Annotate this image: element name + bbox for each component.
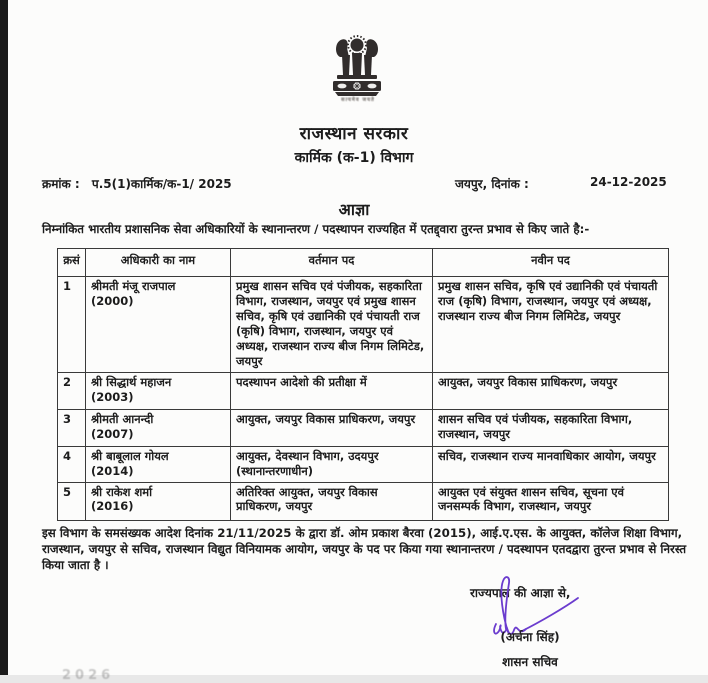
- cell-new-post: प्रमुख शासन सचिव, कृषि एवं उद्यानिकी एवं पंचायती राज (कृषि) विभाग, राजस्थान, जयपुर एवं अध्यक्ष, राजस्थान राज्य बीज निगम लिमिटेड, जयपुर: [433, 277, 669, 373]
- cell-officer-name: [86, 446, 231, 482]
- bottom-cutoff-text: 2026: [62, 668, 115, 683]
- reference-number: प.5(1)कार्मिक/क-1/ 2025: [91, 177, 232, 191]
- emblem-motto: सत्यमेव जयते: [341, 97, 375, 103]
- ashoka-emblem-icon: [330, 35, 384, 97]
- intro-paragraph: निम्नांकित भारतीय प्रशासनिक सेवा अधिकारियों के स्थानान्तरण / पदस्थापन राज्यहित में एतद्द्वारा तुरन्त प्रभाव से किए जाते है:-: [42, 222, 590, 236]
- reference-label: क्रमांक :: [42, 177, 80, 191]
- cell-officer-name: [86, 372, 231, 409]
- table-row: [58, 446, 669, 482]
- cell-new-post: आयुक्त एवं संयुक्त शासन सचिव, सूचना एवं जनसम्पर्क विभाग, राजस्थान, जयपुर: [433, 482, 669, 520]
- order-date: 24-12-2025: [590, 175, 667, 189]
- header-sno: क्रसं: [58, 249, 86, 277]
- table-header-row: [58, 249, 669, 277]
- officer-batch: (2014): [91, 463, 134, 478]
- cell-sno: 3: [58, 409, 86, 446]
- officer-name: श्री सिद्धार्थ महाजन: [91, 374, 172, 389]
- signatory-name: (अर्चना सिंह): [500, 630, 560, 644]
- officer-batch: (2000): [91, 293, 134, 308]
- table-row: [58, 409, 669, 446]
- cell-sno: 5: [58, 482, 86, 520]
- header-officer-name: अधिकारी का नाम: [86, 249, 231, 277]
- officer-batch: (2007): [91, 426, 134, 441]
- cell-new-post: सचिव, राजस्थान राज्य मानवाधिकार आयोग, जयपुर: [433, 446, 669, 482]
- cell-sno: 1: [58, 277, 86, 373]
- cell-current-post: प्रमुख शासन सचिव एवं पंजीयक, सहकारिता विभाग, राजस्थान, जयपुर एवं प्रमुख शासन सचिव, कृषि एवं उद्यानिकी एवं पंचायती राज (कृषि) विभाग, राजस्थान, जयपुर एवं अध्यक्ष, राजस्थान राज्य बीज निगम लिमिटेड, जयपुर: [231, 277, 433, 373]
- officer-name: श्री बाबूलाल गोयल: [91, 448, 169, 463]
- cell-new-post: शासन सचिव एवं पंजीयक, सहकारिता विभाग, राजस्थान, जयपुर: [433, 409, 669, 446]
- scan-edge-artifact: [0, 0, 8, 675]
- officer-name: श्रीमती आनन्दी: [91, 411, 154, 426]
- cancellation-paragraph: इस विभाग के समसंख्यक आदेश दिनांक 21/11/2025 के द्वारा डॉ. ओम प्रकाश बैरवा (2015), आई.ए.एस. के आयुक्त, कॉलेज शिक्षा विभाग, राजस्थान, जयपुर से सचिव, राजस्थान विद्युत विनियामक आयोग, जयपुर के पद पर किया गया स्थानान्तरण / पदस्थापन एतदद्वारा तुरन्त प्रभाव से निरस्त किया जाता है ।: [42, 526, 687, 572]
- officer-batch: (2003): [91, 389, 134, 404]
- government-title: राजस्थान सरकार: [299, 124, 409, 144]
- department-title: कार्मिक (क-1) विभाग: [294, 150, 414, 166]
- cell-new-post: आयुक्त, जयपुर विकास प्राधिकरण, जयपुर: [433, 372, 669, 409]
- by-order-text: राज्यपाल की आज्ञा से,: [470, 586, 571, 600]
- cell-current-post: अतिरिक्त आयुक्त, जयपुर विकास प्राधिकरण, जयपुर: [231, 482, 433, 520]
- table-row: [58, 277, 669, 373]
- cell-officer-name: [86, 409, 231, 446]
- signatory-designation: शासन सचिव: [502, 655, 558, 669]
- officer-batch: (2016): [91, 499, 134, 514]
- cell-officer-name: [86, 482, 231, 520]
- table-row: [58, 372, 669, 409]
- transfer-table: [57, 248, 669, 521]
- cell-sno: 4: [58, 446, 86, 482]
- order-heading: आज्ञा: [338, 200, 370, 219]
- table-row: [58, 482, 669, 520]
- officer-name: श्रीमती मंजू राजपाल: [91, 279, 176, 293]
- cell-sno: 2: [58, 372, 86, 409]
- header-current-post: वर्तमान पद: [231, 249, 433, 277]
- cell-current-post: आयुक्त, जयपुर विकास प्राधिकरण, जयपुर: [231, 409, 433, 446]
- place-date-label: जयपुर, दिनांक :: [455, 177, 529, 191]
- cell-current-post: पदस्थापन आदेशो की प्रतीक्षा में: [231, 372, 433, 409]
- cell-officer-name: [86, 277, 231, 373]
- officer-name: श्री राकेश शर्मा: [91, 484, 153, 499]
- cell-current-post: आयुक्त, देवस्थान विभाग, उदयपुर (स्थानान्तरणाधीन): [231, 446, 433, 482]
- header-new-post: नवीन पद: [433, 249, 669, 277]
